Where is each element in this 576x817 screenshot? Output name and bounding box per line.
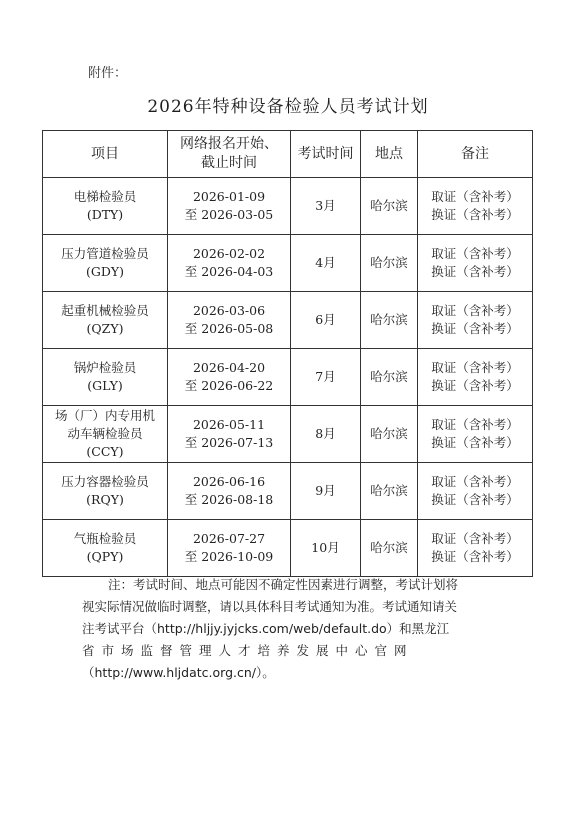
item-name: 场（厂）内专用机 — [54, 408, 155, 423]
item-cell — [43, 520, 168, 577]
remark-line1: 取证（含补考） — [431, 360, 519, 375]
item-cell — [43, 349, 168, 406]
remark-cell — [418, 463, 533, 520]
footnote-line-3: 注考试平台（http://hljjy.jyjcks.com/web/default.do）和黑龙江 — [82, 621, 450, 636]
item-name: 气瓶检验员 — [73, 531, 137, 546]
remark-cell — [418, 292, 533, 349]
signup-start: 2026-07-27 — [192, 531, 266, 546]
item-code: (GLY) — [87, 378, 123, 393]
remark-cell — [418, 520, 533, 577]
item-code: (DTY) — [86, 207, 124, 222]
remark-line1: 取证（含补考） — [431, 246, 519, 261]
remark-line1: 取证（含补考） — [431, 417, 519, 432]
item-name: 压力容器检验员 — [61, 474, 149, 489]
item-name: 电梯检验员 — [73, 189, 137, 204]
remark-line2: 换证（含补考） — [431, 378, 519, 393]
remark-line1: 取证（含补考） — [431, 531, 519, 546]
signup-end: 至 2026-08-18 — [184, 492, 274, 507]
item-code: (GDY) — [85, 264, 124, 279]
header-exam-time: 考试时间 — [291, 131, 361, 178]
signup-cell — [168, 235, 291, 292]
signup-end: 至 2026-04-03 — [184, 264, 274, 279]
signup-cell — [168, 349, 291, 406]
exam-place: 哈尔滨 — [361, 463, 418, 520]
signup-start: 2026-04-20 — [192, 360, 266, 375]
table-row — [43, 520, 533, 577]
table-row — [43, 349, 533, 406]
exam-plan-table — [42, 130, 533, 577]
table-row — [43, 292, 533, 349]
table-header-row — [43, 131, 533, 178]
exam-place: 哈尔滨 — [361, 406, 418, 463]
item-code: (RQY) — [86, 492, 124, 507]
page-title: 2026年特种设备检验人员考试计划 — [147, 97, 429, 117]
remark-line2: 换证（含补考） — [431, 549, 519, 564]
signup-start: 2026-03-06 — [192, 303, 266, 318]
exam-place: 哈尔滨 — [361, 178, 418, 235]
signup-end: 至 2026-10-09 — [184, 549, 274, 564]
header-item: 项目 — [43, 131, 168, 178]
exam-place: 哈尔滨 — [361, 349, 418, 406]
table-row — [43, 235, 533, 292]
remark-cell — [418, 178, 533, 235]
item-code: (QZY) — [86, 321, 124, 336]
item-code: (CCY) — [86, 444, 124, 459]
signup-cell — [168, 463, 291, 520]
signup-end: 至 2026-05-08 — [184, 321, 274, 336]
exam-month: 7月 — [291, 349, 361, 406]
signup-end: 至 2026-07-13 — [184, 435, 274, 450]
item-code: (QPY) — [86, 549, 124, 564]
footnote-line-4: 省市场监督管理人才培养发展中心官网 — [82, 643, 414, 658]
item-name: 锅炉检验员 — [73, 360, 137, 375]
signup-start: 2026-01-09 — [192, 189, 266, 204]
remark-line2: 换证（含补考） — [431, 264, 519, 279]
remark-cell — [418, 406, 533, 463]
signup-end: 至 2026-03-05 — [184, 207, 274, 222]
footnote — [82, 574, 502, 684]
header-signup-line2: 截止时间 — [201, 155, 257, 171]
exam-month: 6月 — [291, 292, 361, 349]
exam-place: 哈尔滨 — [361, 520, 418, 577]
item-name: 压力管道检验员 — [61, 246, 149, 261]
exam-place: 哈尔滨 — [361, 292, 418, 349]
header-location: 地点 — [361, 131, 418, 178]
remark-line1: 取证（含补考） — [431, 303, 519, 318]
item-cell — [43, 406, 168, 463]
exam-month: 10月 — [291, 520, 361, 577]
item-cell — [43, 463, 168, 520]
header-signup-line1: 网络报名开始、 — [180, 136, 278, 152]
table-row — [43, 178, 533, 235]
exam-month: 8月 — [291, 406, 361, 463]
signup-cell — [168, 520, 291, 577]
footnote-line-1: 注：考试时间、地点可能因不确定性因素进行调整，考试计划将 — [108, 577, 459, 592]
signup-cell — [168, 178, 291, 235]
item-cell — [43, 178, 168, 235]
remark-line2: 换证（含补考） — [431, 207, 519, 222]
attachment-label: 附件： — [88, 66, 128, 81]
footnote-line-5: （http://www.hljdatc.org.cn/）。 — [82, 665, 275, 680]
table-row — [43, 406, 533, 463]
item-name-line2: 动车辆检验员 — [67, 426, 143, 441]
remark-line2: 换证（含补考） — [431, 435, 519, 450]
footnote-line-2: 视实际情况做临时调整，请以具体科目考试通知为准。考试通知请关 — [82, 599, 458, 614]
exam-place: 哈尔滨 — [361, 235, 418, 292]
remark-cell — [418, 235, 533, 292]
item-cell — [43, 292, 168, 349]
signup-cell — [168, 292, 291, 349]
exam-month: 9月 — [291, 463, 361, 520]
exam-month: 4月 — [291, 235, 361, 292]
item-cell — [43, 235, 168, 292]
signup-cell — [168, 406, 291, 463]
signup-start: 2026-06-16 — [192, 474, 266, 489]
signup-end: 至 2026-06-22 — [184, 378, 274, 393]
remark-cell — [418, 349, 533, 406]
exam-month: 3月 — [291, 178, 361, 235]
remark-line2: 换证（含补考） — [431, 492, 519, 507]
header-remarks: 备注 — [418, 131, 533, 178]
remark-line1: 取证（含补考） — [431, 189, 519, 204]
remark-line1: 取证（含补考） — [431, 474, 519, 489]
signup-start: 2026-02-02 — [192, 246, 266, 261]
remark-line2: 换证（含补考） — [431, 321, 519, 336]
table-row — [43, 463, 533, 520]
header-signup-time — [168, 131, 291, 178]
item-name: 起重机械检验员 — [61, 303, 149, 318]
signup-start: 2026-05-11 — [192, 417, 266, 432]
